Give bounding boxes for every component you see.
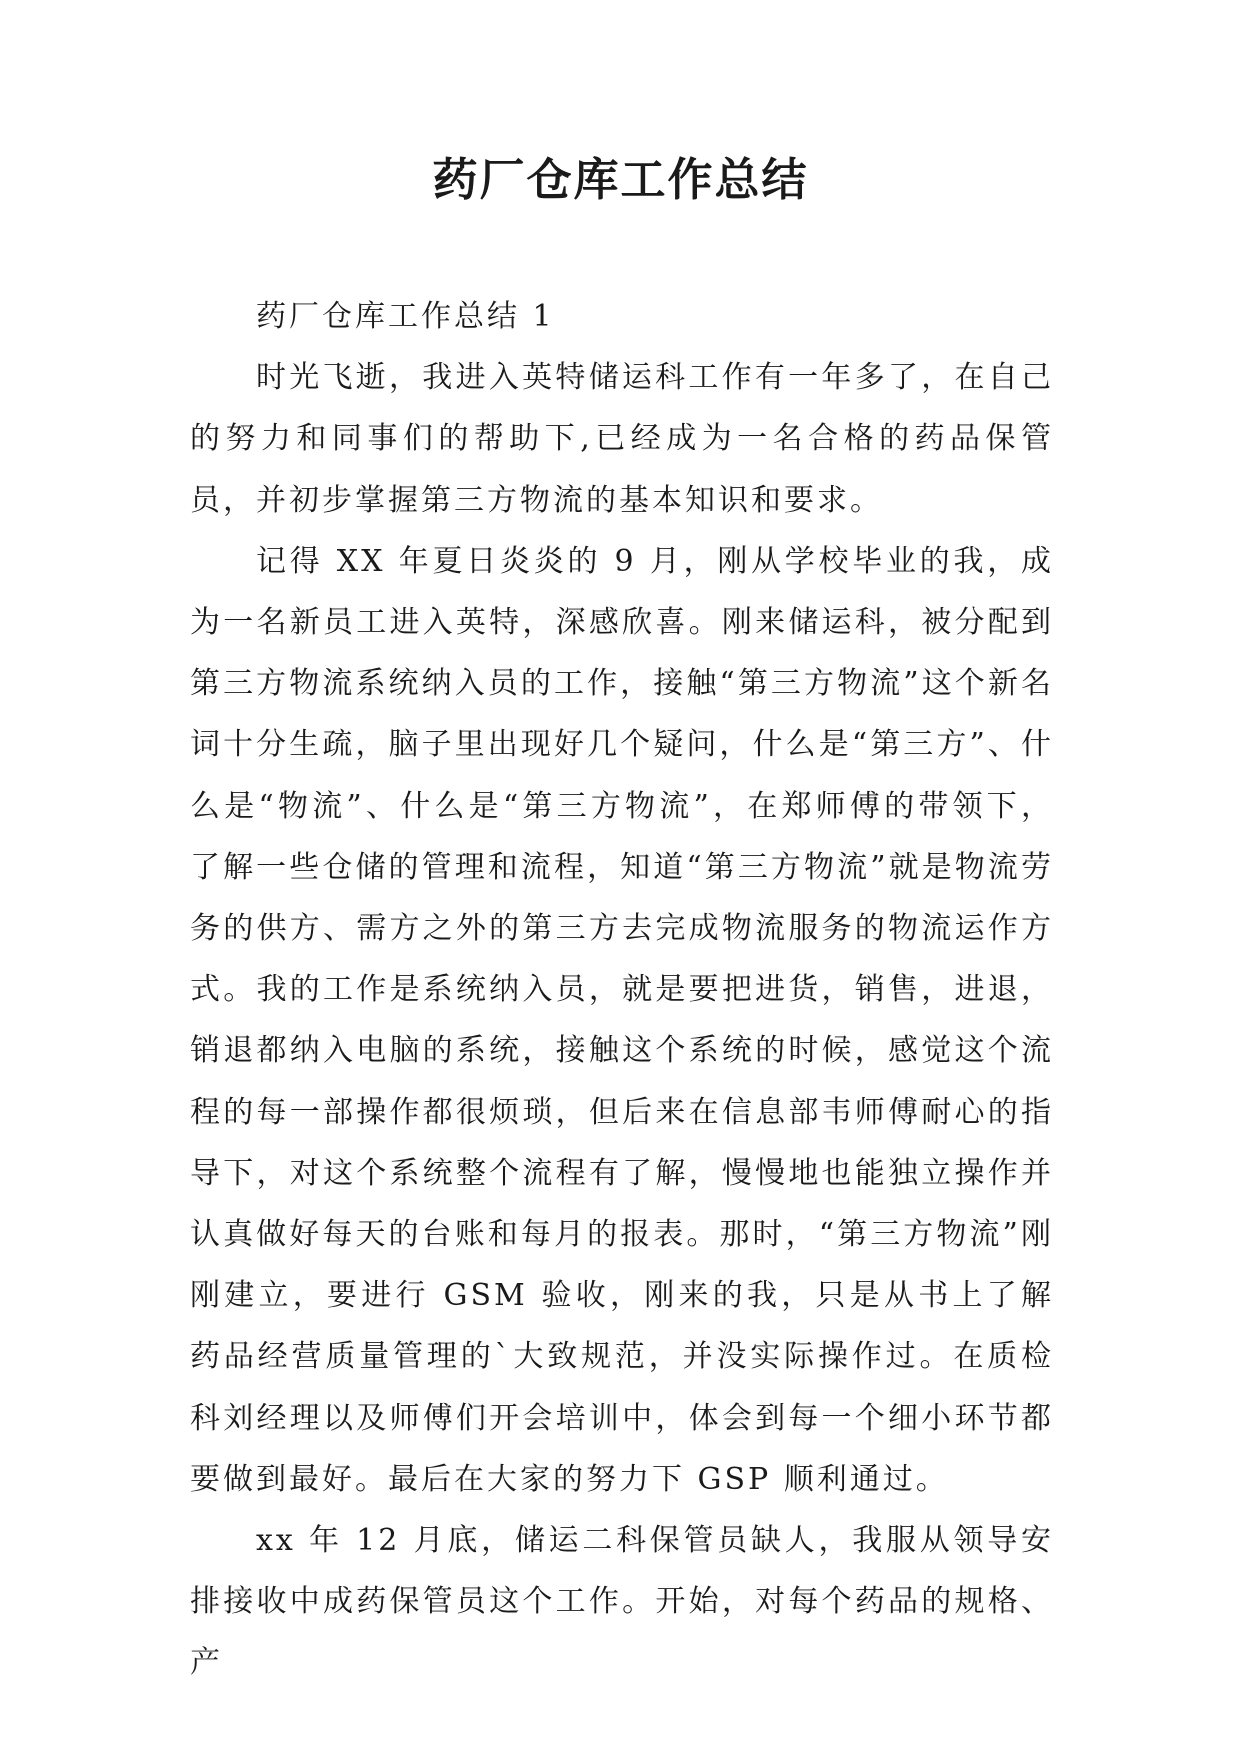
document-body [190,286,1054,1694]
document-title: 药厂仓库工作总结 [432,153,809,206]
paragraph: xx 年 12 月底，储运二科保管员缺人，我服从领导安排接收中成药保管员这个工作。开始，对每个药品的规格、产 [190,1523,1054,1681]
paragraph: 时光飞逝，我进入英特储运科工作有一年多了，在自己的努力和同事们的帮助下,已经成为一名合格的药品保管员，并初步掌握第三方物流的基本知识和要求。 [190,360,1054,518]
paragraph: 记得 XX 年夏日炎炎的 9 月，刚从学校毕业的我，成为一名新员工进入英特，深感欣喜。刚来储运科，被分配到第三方物流系统纳入员的工作，接触“第三方物流”这个新名词十分生疏，脑子里出现好几个疑问，什么是“第三方”、什么是“物流”、什么是“第三方物流”，在郑师傅的带领下，了解一些仓储的管理和流程，知道“第三方物流”就是物流劳务的供方、需方之外的第三方去完成物流服务的物流运作方式。我的工作是系统纳入员，就是要把进货，销售，进退，销退都纳入电脑的系统，接触这个系统的时候，感觉这个流程的每一部操作都很烦琐，但后来在信息部韦师傅耐心的指导下，对这个系统整个流程有了解，慢慢地也能独立操作并认真做好每天的台账和每月的报表。那时，“第三方物流”刚刚建立，要进行 GSM 验收，刚来的我，只是从书上了解药品经营质量管理的`大致规范，并没实际操作过。在质检科刘经理以及师傅们开会培训中，体会到每一个细小环节都要做到最好。最后在大家的努力下 GSP 顺利通过。 [190,543,1054,1497]
section-heading: 药厂仓库工作总结 1 [256,299,555,334]
